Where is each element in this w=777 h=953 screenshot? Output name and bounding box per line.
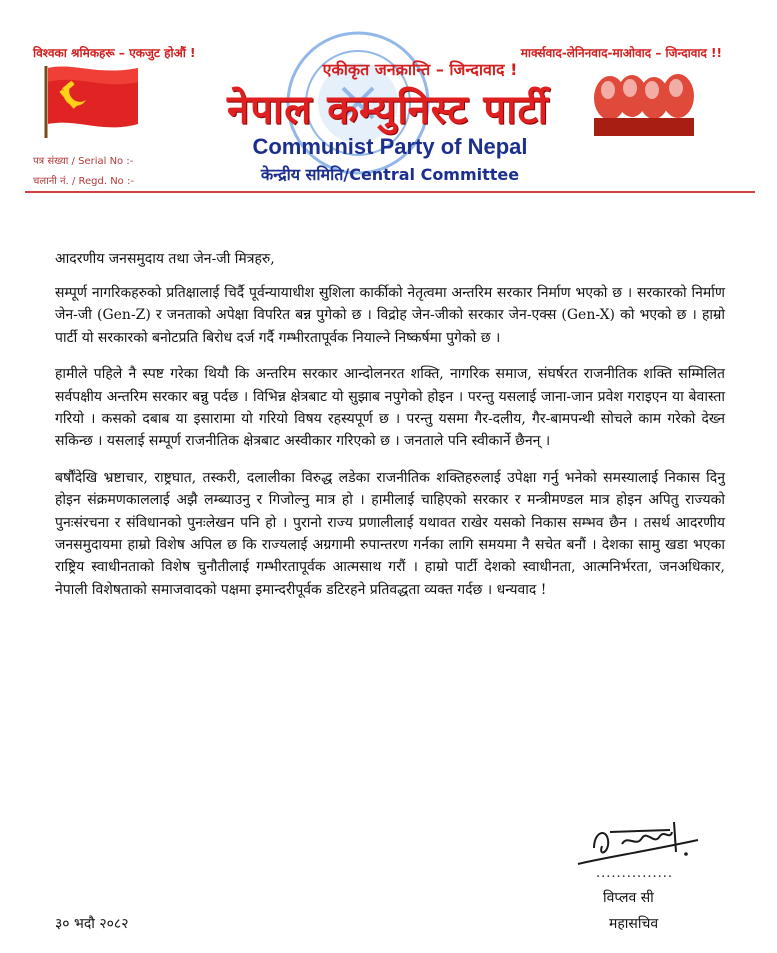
- slogan-center: एकीकृत जनक्रान्ति – जिन्दावाद !: [322, 60, 518, 79]
- letter-body: [55, 248, 725, 615]
- party-name-nepali: नेपाल कम्युनिस्ट पार्टी: [226, 87, 550, 133]
- paragraph-3: बर्षौंदेखि भ्रष्टाचार, राष्ट्रघात, तस्करी, दलालीका विरुद्ध लडेका राजनीतिक शक्तिहरुलाई उपेक्षा गर्नु भनेको समस्यालाई निकास दिनु होइन संक्रमणकाललाई अझै लम्ब्याउनु र गिजोल्नु मात्र हो । हामीलाई चाहिएको सरकार र मन्त्रीमण्डल मात्र होइन अपितु राज्यको पुनःसंरचना र संविधानको पुनःलेखन पनि हो । पुरानो राज्य प्रणालीलाई यथावत राखेर यसको निकास सम्भव छैन । तसर्थ आदरणीय जनसमुदायमा हाम्रो विशेष अपिल छ कि राज्यलाई अग्रगामी रुपान्तरण गर्नका लागि समयमा नै सचेत बनौं । देशका सामु खडा भएका राष्ट्रिय स्वाधीनताको विशेष चुनौतीलाई गम्भीरतापूर्वक आत्मसाथ गरौं । हाम्रो पार्टी देशको स्वाधीनता, आत्मनिर्भरता, जनअधिकार, नेपाली विशेषताको समाजवादको पक्षमा इमान्दरीपूर्वक डटिरहने प्रतिवद्धता व्यक्त गर्दछ । धन्यवाद !: [55, 469, 725, 598]
- committee-name: केन्द्रीय समिति/Central Committee: [260, 165, 520, 184]
- signer-name: विप्लव सी: [603, 890, 654, 906]
- regd-number-label: चलानी नं. / Regd. No :-: [33, 176, 134, 187]
- serial-number-label: पत्र संख्या / Serial No :-: [33, 156, 134, 167]
- slogan-left: विश्वका श्रमिकहरू – एकजुट होऔं !: [33, 46, 196, 60]
- letterhead: [0, 0, 777, 200]
- signer-title: महासचिव: [609, 916, 659, 932]
- letterhead-divider: [25, 191, 755, 193]
- hammer-sickle-flag-icon: [42, 62, 142, 140]
- salutation: आदरणीय जनसमुदाय तथा जेन-जी मित्रहरु,: [55, 251, 275, 267]
- slogan-right: मार्क्सवाद-लेनिनवाद-माओवाद – जिन्दावाद !!: [520, 46, 722, 60]
- party-name-english: Communist Party of Nepal: [252, 134, 528, 159]
- letter-date: ३० भदौ २०८२: [55, 916, 129, 932]
- signature-dotted-line: ...............: [596, 866, 673, 881]
- leaders-portrait-icon: [590, 60, 700, 140]
- paragraph-2: हामीले पहिले नै स्पष्ट गरेका थियौ कि अन्तरिम सरकार आन्दोलनरत शक्ति, नागरिक समाज, संघर्षरत राजनीतिक शक्ति सम्मिलित सर्वपक्षीय अन्तरिम सरकार बन्नु पर्दछ । विभिन्न क्षेत्रबाट यो सुझाब नपुगेको होइन । परन्तु यसलाई जाना-जान प्रवेश गराइएन या बेवास्ता गरियो । कसको दबाब या इसारामा यो गरियो विषय रहस्यपूर्ण छ । परन्तु यसमा गैर-दलीय, गैर-बामपन्थी सोचले काम गरेको देख्न सकिन्छ । यसलाई सम्पूर्ण राजनीतिक क्षेत्रबाट अस्वीकार गरिएको छ । जनताले पनि स्वीकार्ने छैनन् ।: [55, 366, 725, 450]
- paragraph-1: सम्पूर्ण नागरिकहरुको प्रतिक्षालाई चिर्दै पूर्वन्यायाधीश सुशिला कार्कीको नेतृत्वमा अन्तरिम सरकार निर्माण भएको छ । सरकारको निर्माण जेन-जी (Gen-Z) र जनताको अपेक्षा विपरित बन्न पुगेको छ । विद्रोह जेन-जीको सरकार जेन-एक्स (Gen-X) को भएको छ । हाम्रो पार्टी यो सरकारको बनोटप्रति बिरोध दर्ज गर्दै गम्भीरतापूर्वक नियाल्ने निष्कर्षमा पुगेको छ ।: [55, 285, 725, 346]
